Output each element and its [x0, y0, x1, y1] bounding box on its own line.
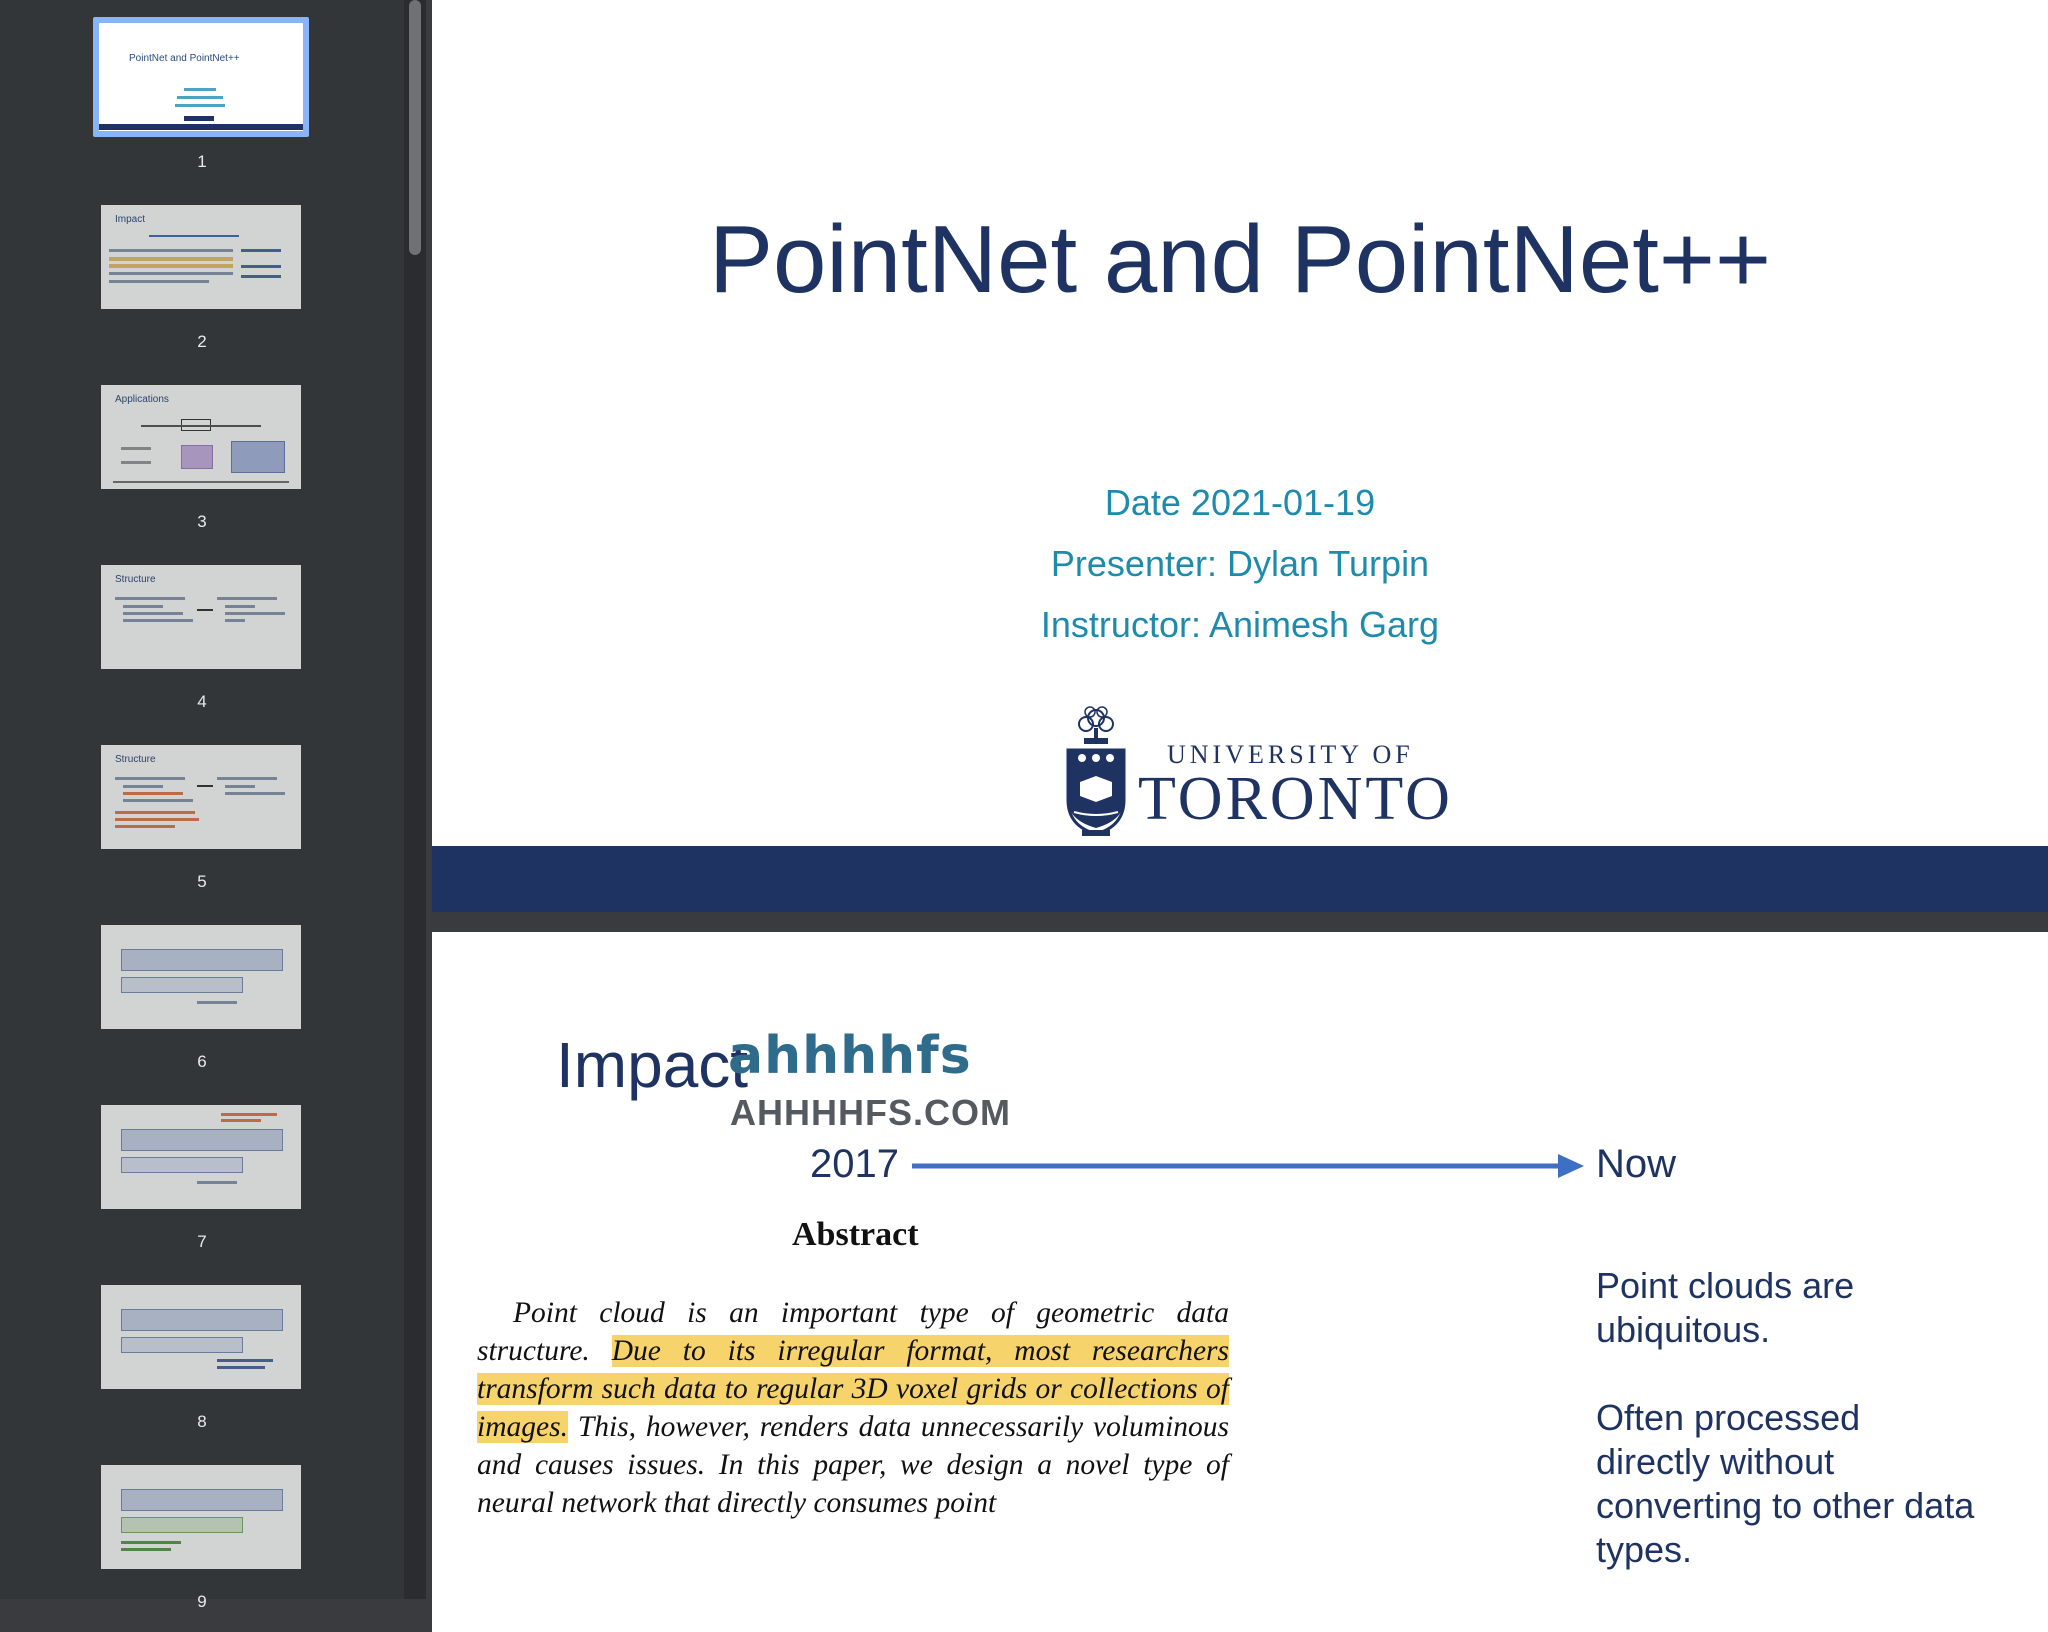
thumb-title: PointNet and PointNet++: [129, 53, 240, 64]
abstract-text: Point cloud is an important type of geometric data structure. Due to its irregular format, most researchers transform such data to regular 3D voxel grids or collections of images. This, however, renders data unnecessarily voluminous and causes issues. In this paper, we design a novel type of neural network that directly consumes point: [477, 1297, 1230, 1519]
page-number: 3: [197, 512, 207, 531]
slide-title: Impact: [556, 1029, 749, 1101]
page-number: 2: [197, 332, 207, 351]
thumbnail-page-3[interactable]: [101, 385, 301, 489]
thumb-title: Structure: [115, 754, 156, 765]
note-processed-directly: Often processed directly without converting to other data types.: [1596, 1397, 1975, 1570]
thumbnail-page-7[interactable]: [101, 1105, 301, 1209]
page-number: 8: [197, 1412, 207, 1431]
thumbnail-page-5[interactable]: [101, 745, 301, 849]
timeline-arrow-icon: [912, 1152, 1586, 1182]
thumbnail-page-2[interactable]: [101, 205, 301, 309]
slide-instructor: Instructor: Animesh Garg: [1040, 604, 1440, 645]
page-number: 5: [197, 872, 207, 891]
thumbnail-sidebar: [0, 0, 404, 1611]
page-number: 9: [197, 1592, 207, 1611]
watermark-site: AHHHHFS.COM: [730, 1092, 1011, 1133]
thumb-title: Impact: [115, 214, 146, 225]
page-number: 7: [197, 1232, 207, 1251]
page-separator: [432, 912, 2048, 932]
slide-title: PointNet and PointNet++: [708, 206, 1772, 313]
logo-university-of: UNIVERSITY OF: [1167, 740, 1414, 769]
thumbnail-page-1[interactable]: [93, 17, 309, 137]
page-number: 6: [197, 1052, 207, 1071]
abstract-heading: Abstract: [792, 1216, 919, 1253]
thumbnail-page-9[interactable]: [101, 1465, 301, 1569]
thumbnail-page-6[interactable]: [101, 925, 301, 1029]
timeline-start-label: 2017: [810, 1142, 899, 1186]
note-ubiquitous: Point clouds are ubiquitous.: [1596, 1265, 1855, 1350]
thumbnail-page-8[interactable]: [101, 1285, 301, 1389]
page-number: 4: [197, 692, 207, 711]
university-crest-icon: [1060, 700, 1132, 840]
slide-page-2: [432, 932, 2048, 1632]
watermark-logo: ahhhhfs: [728, 1026, 972, 1086]
thumbnail-page-4[interactable]: [101, 565, 301, 669]
timeline-end-label: Now: [1596, 1142, 1677, 1186]
document-viewer[interactable]: [426, 0, 2048, 1599]
slide-date: Date 2021-01-19: [1104, 482, 1376, 523]
logo-toronto: TORONTO: [1138, 765, 1453, 833]
slide-presenter: Presenter: Dylan Turpin: [1050, 543, 1430, 584]
highlighted-text: Due to its irregular format, most researchers transform such data to regular 3D voxel grids or collections of images.: [477, 1335, 1230, 1443]
thumb-title: Structure: [115, 574, 156, 585]
slide-page-1: [432, 0, 2048, 912]
page-number: 1: [197, 152, 207, 171]
slide-footer-band: [432, 846, 2048, 912]
sidebar-scrollbar-thumb[interactable]: [409, 0, 421, 255]
thumb-title: Applications: [115, 394, 169, 405]
